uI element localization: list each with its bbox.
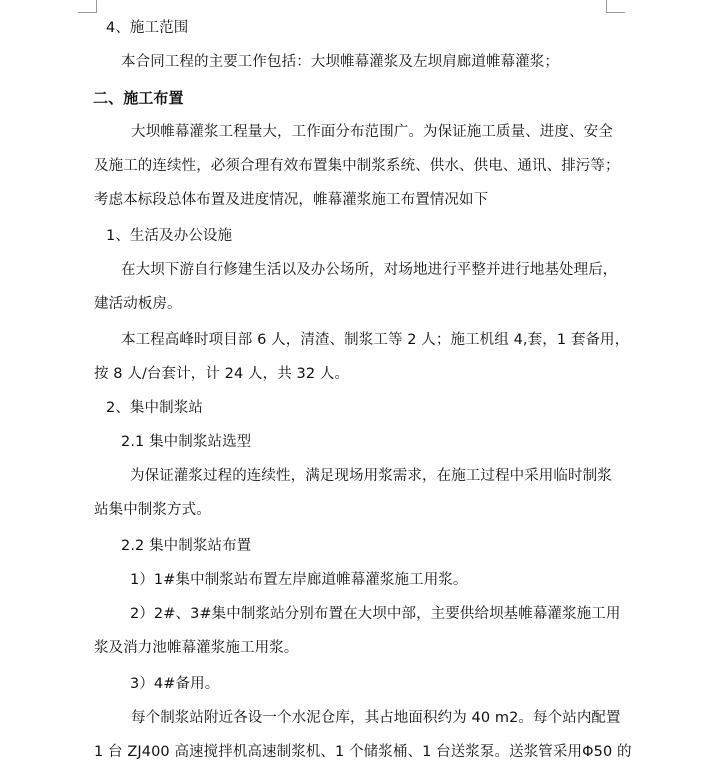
station-2-3-item-line-1: 2）2#、3#集中制浆站分别布置在大坝中部，主要供给坝基帷幕灌浆施工用	[130, 606, 621, 622]
living-office-heading: 1、生活及办公设施	[106, 228, 233, 244]
warehouse-paragraph-line-1: 每个制浆站附近各设一个水泥仓库，其占地面积约为 40 m2。每个站内配置	[131, 710, 621, 726]
staffing-paragraph-line-1: 本工程高峰时项目部 6 人，清渣、制浆工等 2 人；施工机组 4,套，1 套备用，	[121, 332, 630, 348]
section-2-heading: 二、施工布置	[93, 89, 184, 107]
mixing-station-layout-heading: 2.2 集中制浆站布置	[121, 538, 252, 554]
staffing-paragraph-line-2: 按 8 人/台套计，计 24 人，共 32 人。	[94, 366, 350, 382]
selection-paragraph-line-1: 为保证灌浆过程的连续性，满足现场用浆需求，在施工过程中采用临时制浆	[130, 468, 612, 484]
section-4-heading: 4、施工范围	[106, 20, 189, 36]
page-corner-mark-left	[78, 0, 97, 13]
page-corner-mark-right	[606, 0, 625, 13]
station-1-item: 1）1#集中制浆站布置左岸廊道帷幕灌浆施工用浆。	[130, 572, 468, 588]
mixing-station-selection-heading: 2.1 集中制浆站选型	[121, 434, 252, 450]
station-4-item: 3）4#备用。	[130, 676, 220, 692]
mixing-station-heading: 2、集中制浆站	[106, 400, 203, 416]
warehouse-paragraph-line-2: 1 台 ZJ400 高速搅拌机高速制浆机、1 个储浆桶、1 台送浆泵。送浆管采用Φ50 的	[94, 744, 632, 760]
living-office-paragraph-line-2: 建活动板房。	[94, 296, 182, 312]
layout-paragraph-line-1: 大坝帷幕灌浆工程量大，工作面分布范围广。为保证施工质量、进度、安全	[131, 124, 613, 140]
station-2-3-item-line-2: 浆及消力池帷幕灌浆施工用浆。	[94, 640, 299, 656]
scope-paragraph: 本合同工程的主要工作包括：大坝帷幕灌浆及左坝肩廊道帷幕灌浆；	[121, 54, 559, 70]
layout-paragraph-line-3: 考虑本标段总体布置及进度情况，帷幕灌浆施工布置情况如下	[94, 192, 489, 208]
layout-paragraph-line-2: 及施工的连续性，必须合理有效布置集中制浆系统、供水、供电、通讯、排污等；	[94, 158, 620, 174]
living-office-paragraph-line-1: 在大坝下游自行修建生活以及办公场所，对场地进行平整并进行地基处理后，	[121, 262, 618, 278]
selection-paragraph-line-2: 站集中制浆方式。	[94, 502, 211, 518]
